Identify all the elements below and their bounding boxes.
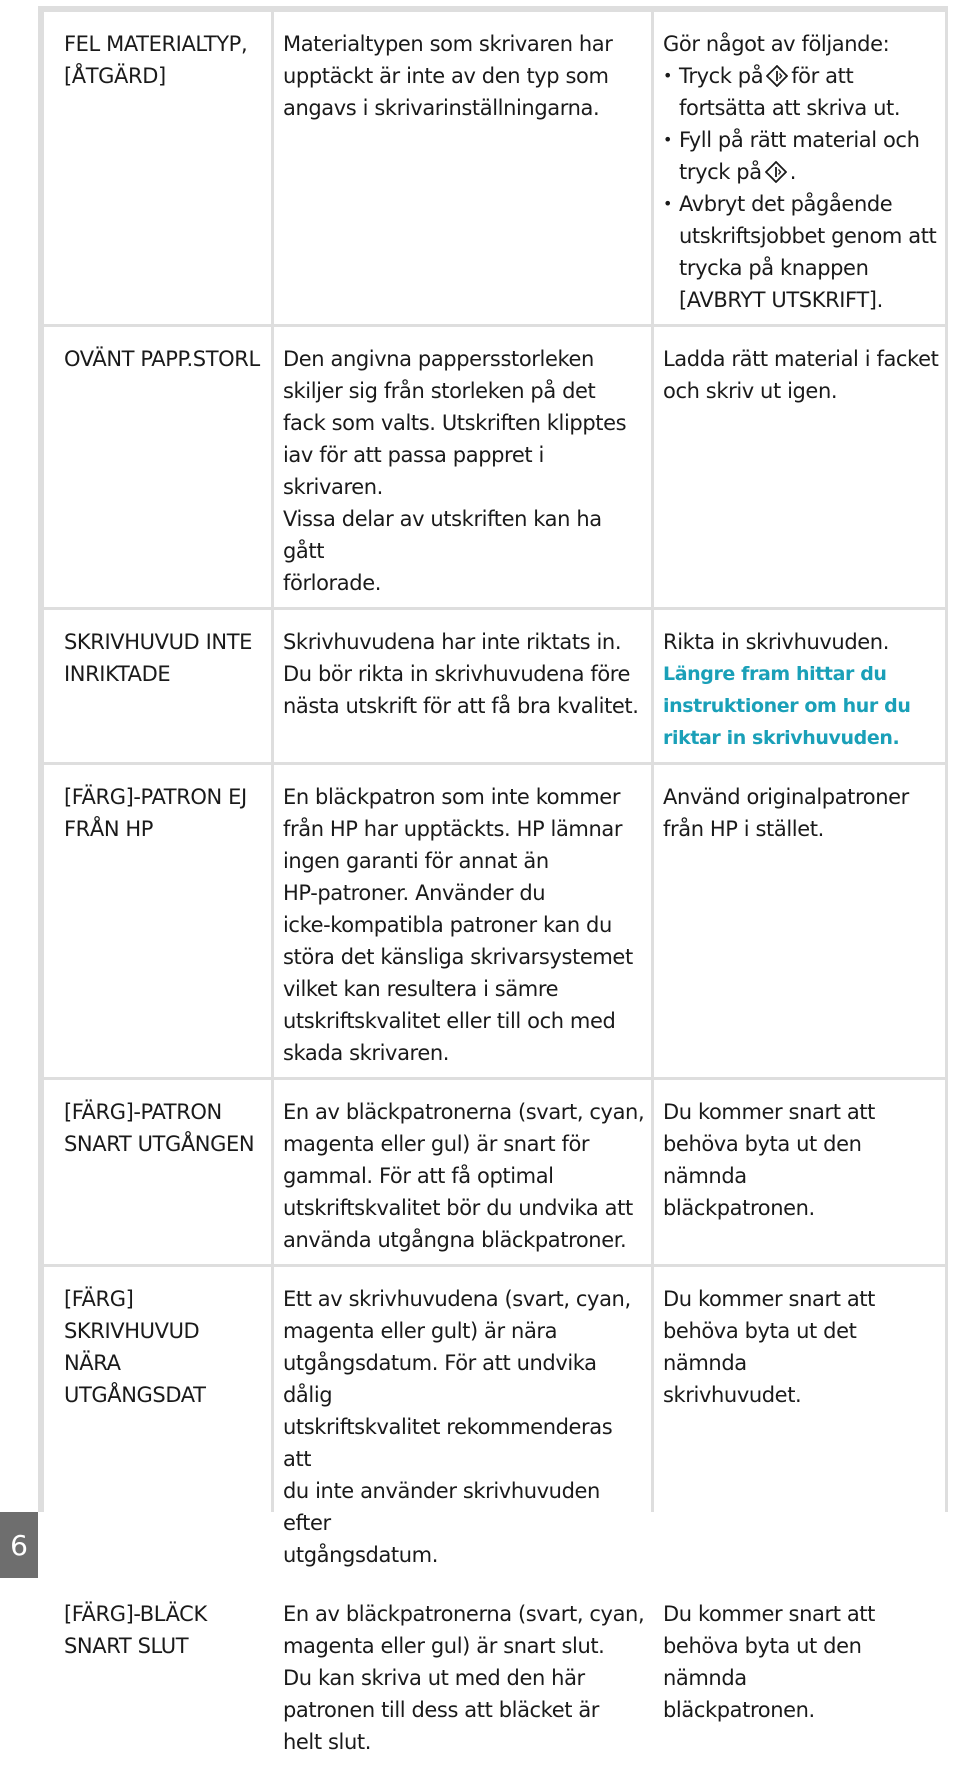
action-cell: Du kommer snart att behöva byta ut det nämnda skrivhuvudet.: [654, 1267, 945, 1579]
table-row: [44, 610, 945, 762]
explanation-cell: Ett av skrivhuvudena (svart, cyan, magenta eller gult) är nära utgångsdatum. För att undvika dålig utskriftskvalitet rekommenderas att du inte använder skrivhuvuden efter utgångsdatum.: [274, 1267, 651, 1579]
action-cell: Ladda rätt material i facket och skriv ut igen.: [654, 327, 945, 607]
align-instructions-link[interactable]: instruktioner om hur du: [663, 695, 911, 717]
message-cell: [FÄRG]-BLÄCK SNART SLUT: [44, 1582, 271, 1766]
explanation-cell: Den angivna pappersstorleken skiljer sig från storleken på det fack som valts. Utskriften klipptes iav för att passa pappret i skrivaren. Vissa delar av utskriften kan ha gått förlorade.: [274, 327, 651, 607]
explanation-cell: En av bläckpatronerna (svart, cyan, magenta eller gul) är snart för gammal. För att få optimal utskriftskvalitet bör du undvika att använda utgångna bläckpatroner.: [274, 1080, 651, 1264]
resume-button-icon: [766, 64, 788, 86]
action-cell: Du kommer snart att behöva byta ut den nämnda bläckpatronen.: [654, 1080, 945, 1264]
explanation-cell: En bläckpatron som inte kommer från HP har upptäckts. HP lämnar ingen garanti för annat än HP-patroner. Använder du icke-kompatibla patroner kan du störa det känsliga skrivarsystemet vilket kan resultera i sämre utskriftskvalitet eller till och med skada skrivaren.: [274, 765, 651, 1077]
table-row: [44, 765, 945, 1077]
list-item: • Tryck på för att fortsätta att skriva ut.: [663, 60, 939, 124]
message-cell: OVÄNT PAPP.STORL: [44, 327, 271, 607]
message-table: [41, 9, 948, 1769]
align-instructions-link[interactable]: riktar in skrivhuvuden.: [663, 727, 900, 749]
action-bullet-list: [663, 60, 939, 316]
explanation-cell: Materialtypen som skrivaren har upptäckt är inte av den typ som angavs i skrivarinställningarna.: [274, 12, 651, 324]
table-row: [44, 1267, 945, 1579]
message-cell: SKRIVHUVUD INTE INRIKTADE: [44, 610, 271, 762]
message-table-frame: [38, 6, 948, 1754]
action-cell: Använd originalpatroner från HP i stället.: [654, 765, 945, 1077]
table-row: [44, 12, 945, 324]
action-cell: [654, 12, 945, 324]
page-number: 6: [10, 1528, 28, 1562]
message-cell: FEL MATERIALTYP, [ÅTGÄRD]: [44, 12, 271, 324]
list-item: • Fyll på rätt material och tryck på .: [663, 124, 939, 188]
action-intro: Gör något av följande:: [663, 32, 890, 56]
message-cell: [FÄRG] SKRIVHUVUD NÄRA UTGÅNGSDAT: [44, 1267, 271, 1579]
action-cell: Du kommer snart att behöva byta ut den nämnda bläckpatronen.: [654, 1582, 945, 1766]
table-row: [44, 327, 945, 607]
explanation-cell: En av bläckpatronerna (svart, cyan, magenta eller gul) är snart slut. Du kan skriva ut med den här patronen till dess att bläcket är helt slut.: [274, 1582, 651, 1766]
message-cell: [FÄRG]-PATRON SNART UTGÅNGEN: [44, 1080, 271, 1264]
table-row: [44, 1582, 945, 1766]
resume-button-icon: [765, 160, 787, 182]
align-instructions-link[interactable]: Längre fram hittar du: [663, 663, 887, 685]
message-cell: [FÄRG]-PATRON EJ FRÅN HP: [44, 765, 271, 1077]
page-number-tab: [0, 1512, 38, 1578]
list-item: • Avbryt det pågående utskriftsjobbet genom att trycka på knappen [AVBRYT UTSKRIFT].: [663, 188, 939, 316]
explanation-cell: Skrivhuvudena har inte riktats in. Du bör rikta in skrivhuvudena före nästa utskrift för att få bra kvalitet.: [274, 610, 651, 762]
action-cell: Rikta in skrivhuvuden. Längre fram hittar du instruktioner om hur du riktar in skrivhuvuden.: [654, 610, 945, 762]
table-row: [44, 1080, 945, 1264]
